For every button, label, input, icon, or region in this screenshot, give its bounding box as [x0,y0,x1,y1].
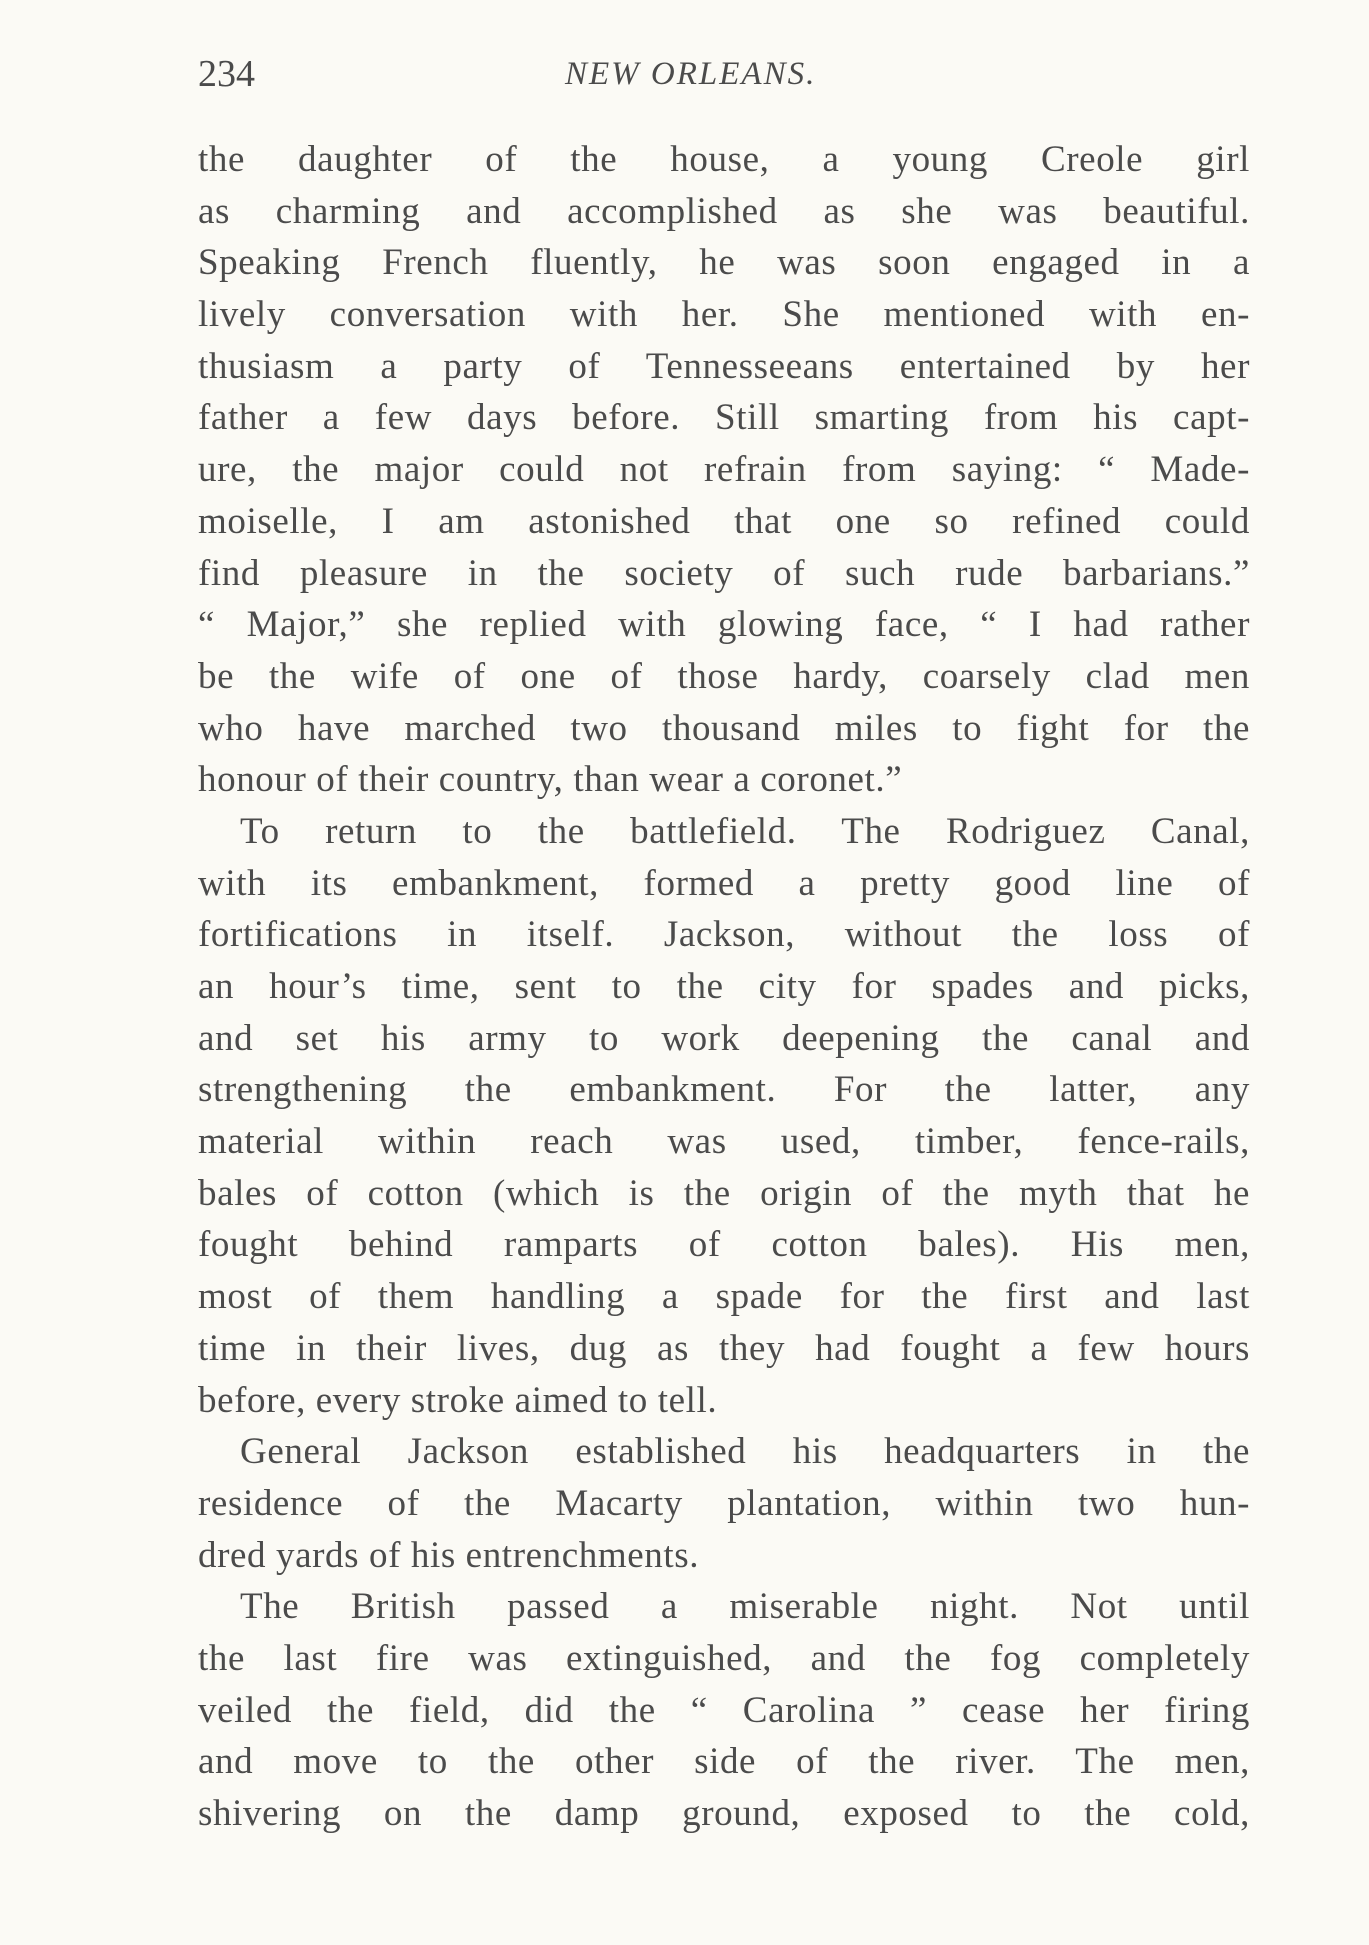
body-text [198,134,1250,1840]
text-line: an hour’s time, sent to the city for spades and picks, [198,966,1250,1007]
text-line: and move to the other side of the river. The men, [198,1741,1250,1783]
text-line: as charming and accomplished as she was beautiful. [198,190,1250,232]
text-line: thusiasm a party of Tennesseeans entertained by her [198,345,1250,387]
text-line: shivering on the damp ground, exposed to the cold, [198,1793,1250,1834]
text-line: find pleasure in the society of such rude barbarians.” [198,552,1250,594]
text-line: dred yards of his entrenchments. [198,1534,700,1576]
text-line: bales of cotton (which is the origin of the myth that he [198,1172,1250,1214]
text-line: who have marched two thousand miles to fight for the [198,707,1250,749]
text-line: strengthening the embankment. For the latter, any [198,1069,1250,1111]
text-line: lively conversation with her. She mentioned with en- [198,294,1250,336]
text-line: material within reach was used, timber, fence-rails, [198,1121,1250,1163]
text-line: General Jackson established his headquarters in the [240,1431,1250,1473]
text-line: the last fire was extinguished, and the fog completely [198,1637,1250,1679]
text-line: veiled the field, did the “ Carolina ” cease her firing [198,1689,1250,1731]
text-line: with its embankment, formed a pretty good line of [198,862,1250,904]
text-line: and set his army to work deepening the canal and [198,1017,1250,1059]
text-line: Speaking French fluently, he was soon engaged in a [198,242,1250,284]
text-line: most of them handling a spade for the first and last [198,1276,1250,1318]
text-line: fortifications in itself. Jackson, without the loss of [198,914,1250,956]
text-line: fought behind ramparts of cotton bales). His men, [198,1224,1250,1266]
text-line: residence of the Macarty plantation, within two hun- [198,1482,1250,1524]
text-line: To return to the battlefield. The Rodriguez Canal, [240,810,1250,852]
text-line: be the wife of one of those hardy, coarsely clad men [198,655,1250,697]
text-line: honour of their country, than wear a coronet.” [198,759,903,801]
text-line: ure, the major could not refrain from saying: “ Made- [198,449,1250,491]
text-line: The British passed a miserable night. Not until [240,1586,1250,1628]
text-line: moiselle, I am astonished that one so refined could [198,500,1250,542]
text-line: before, every stroke aimed to tell. [198,1379,718,1421]
page-number: 234 [198,53,255,95]
text-line: time in their lives, dug as they had fought a few hours [198,1327,1250,1369]
text-line: “ Major,” she replied with glowing face, “ I had rather [198,604,1250,646]
text-line: the daughter of the house, a young Creole girl [198,139,1250,180]
running-title: NEW ORLEANS. [565,56,817,92]
text-line: father a few days before. Still smarting from his capt- [198,397,1250,439]
